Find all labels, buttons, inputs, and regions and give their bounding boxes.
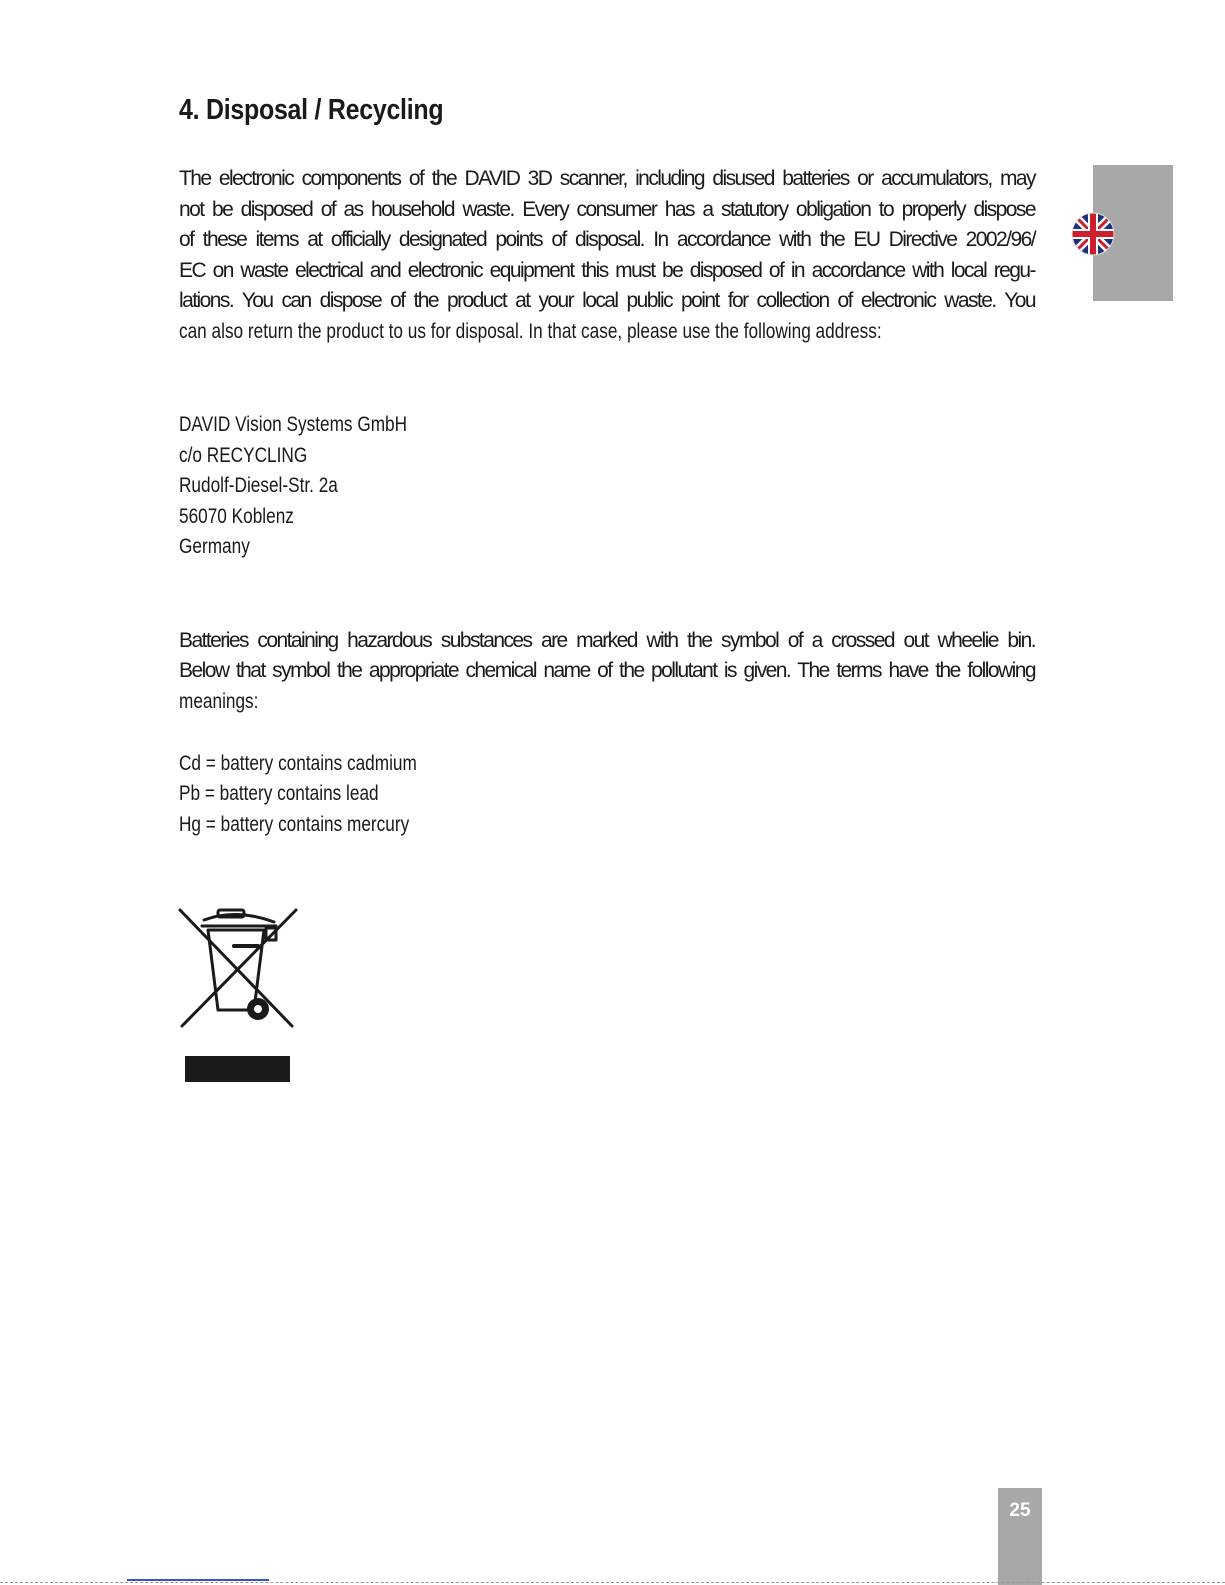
address-line: c/o RECYCLING xyxy=(179,444,308,467)
meaning-item: Hg = battery contains mercury xyxy=(179,813,410,836)
address-line: 56070 Koblenz xyxy=(179,505,294,528)
uk-flag-icon xyxy=(1071,212,1115,256)
meaning-item: Cd = battery contains cadmium xyxy=(179,752,417,775)
crossed-out-wheelie-bin-icon xyxy=(178,908,298,1030)
intro-line: can also return the product to us for disposal. In that case, please use the following address: xyxy=(179,320,882,343)
intro-line: The electronic components of the DAVID 3D scanner, including disused batteries or accumulators, may xyxy=(179,167,1035,190)
footer-dashed-rule xyxy=(0,1582,1225,1583)
intro-line: lations. You can dispose of the product at your local public point for collection of electronic waste. You xyxy=(179,289,1035,312)
battery-line: meanings: xyxy=(179,690,259,713)
intro-line: not be disposed of as household waste. Every consumer has a statutory obligation to properly dispose xyxy=(179,198,1035,221)
footer-link-underline xyxy=(127,1579,269,1581)
page-number: 25 xyxy=(1009,1500,1031,1521)
address-line: DAVID Vision Systems GmbH xyxy=(179,413,408,436)
page-title: 4. Disposal / Recycling xyxy=(179,94,444,126)
address-line: Germany xyxy=(179,535,250,558)
battery-line: Below that symbol the appropriate chemical name of the pollutant is given. The terms have the following xyxy=(179,659,1035,682)
intro-line: of these items at officially designated points of disposal. In accordance with the EU Directive 2002/96/ xyxy=(179,228,1035,251)
address-line: Rudolf-Diesel-Str. 2a xyxy=(179,474,338,497)
intro-line: EC on waste electrical and electronic equipment this must be disposed of in accordance with local regu- xyxy=(179,259,1035,282)
battery-line: Batteries containing hazardous substances are marked with the symbol of a crossed out wheelie bin. xyxy=(179,629,1035,652)
meaning-item: Pb = battery contains lead xyxy=(179,782,379,805)
pollutant-label-bar xyxy=(185,1056,290,1082)
